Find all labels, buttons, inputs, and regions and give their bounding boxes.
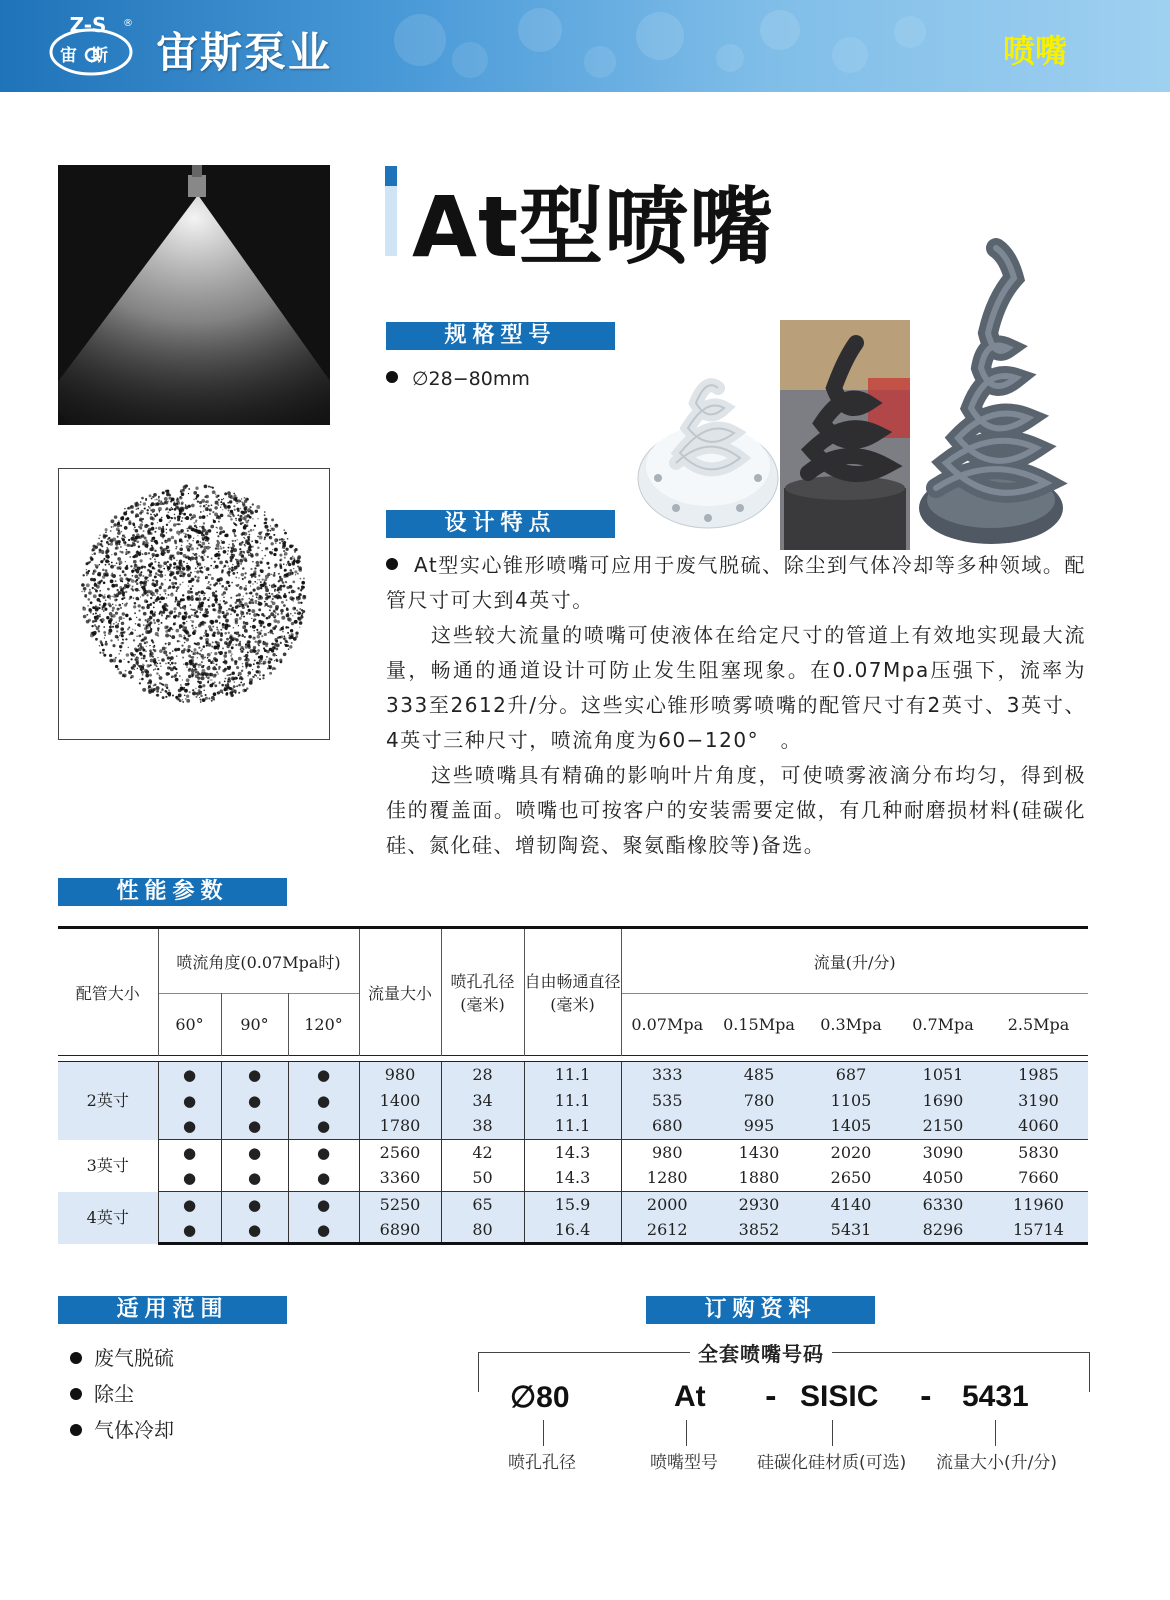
ceramic-nozzle-icon [638, 385, 778, 528]
bullet-icon [70, 1352, 82, 1364]
col-free-passage: 自由畅通直径(毫米) [524, 928, 621, 1056]
free-passage-cell: 11.1 [524, 1062, 621, 1088]
flow-rate-cell: 3190 [989, 1088, 1088, 1114]
flow-rate-cell: 3090 [922, 1142, 964, 1162]
free-passage-cell: 14.3 [524, 1166, 621, 1192]
angle-mark-cell: ● [221, 1166, 288, 1192]
application-label: 气体冷却 [94, 1418, 174, 1442]
orifice-cell: 38 [441, 1114, 524, 1140]
flow-rate-cell: 333 [621, 1062, 713, 1088]
logo-top-text: Z-S [69, 13, 107, 37]
code-label-orifice: 喷孔孔径 [508, 1453, 576, 1473]
angle-mark-cell: ● [288, 1140, 359, 1166]
code-tick [832, 1420, 833, 1446]
applications-list [70, 1340, 174, 1448]
table-row [58, 1114, 1088, 1140]
col-orifice: 喷孔孔径(毫米) [441, 928, 524, 1056]
flow-size-cell: 2560 [359, 1140, 441, 1166]
flow-rate-cell: 2000 [621, 1192, 713, 1218]
col-spray-angle: 喷流角度(0.07Mpa时) [158, 928, 359, 994]
grey-spiral-nozzle-icon [919, 248, 1063, 544]
table-row [58, 1192, 1088, 1218]
page-header [0, 0, 1170, 92]
design-paragraph-2: 这些较大流量的喷嘴可使液体在给定尺寸的管道上有效地实现最大流量，畅通的通道设计可防止发生阻塞现象。在0.07Mpa压强下，流率为333至2612升/分。这些实心锥形喷雾喷嘴的配管尺寸有2英寸、3英寸、4英寸三种尺寸，喷流角度为60−120° 。 [386, 623, 1086, 752]
angle-mark-cell: ● [288, 1062, 359, 1088]
performance-table-body [58, 1062, 1088, 1244]
flow-rate-cell: 15714 [989, 1218, 1088, 1244]
flow-rate-cell: 4140 [805, 1192, 897, 1218]
orifice-cell: 28 [441, 1062, 524, 1088]
flow-rate-cell: 1405 [805, 1114, 897, 1140]
angle-mark-cell: ● [288, 1166, 359, 1192]
col-pressure-3: 0.3Mpa [805, 994, 897, 1056]
col-angle-120: 120° [288, 994, 359, 1056]
flow-rate-cell: 11960 [989, 1192, 1088, 1218]
bullet-icon [70, 1388, 82, 1400]
angle-mark-cell: ● [158, 1192, 221, 1218]
company-logo [48, 12, 134, 76]
free-passage-cell: 15.9 [524, 1192, 621, 1218]
flow-size-cell: 980 [359, 1062, 441, 1088]
angle-mark-cell: ● [221, 1114, 288, 1140]
code-label-flow: 流量大小(升/分) [936, 1453, 1057, 1473]
title-accent-bar [385, 166, 397, 256]
flow-rate-cell: 1690 [897, 1088, 989, 1114]
flow-rate-cell: 535 [621, 1088, 713, 1114]
header-category: 喷嘴 [1003, 32, 1068, 70]
orifice-cell: 42 [441, 1140, 524, 1166]
flow-rate-cell: 2650 [805, 1166, 897, 1192]
angle-mark-cell: ● [158, 1218, 221, 1244]
free-passage-cell: 11.1 [524, 1114, 621, 1140]
spray-pattern-image [58, 468, 330, 740]
flow-size-cell: 6890 [359, 1218, 441, 1244]
angle-mark-cell: ● [288, 1218, 359, 1244]
col-flow-rate: 流量(升/分) [621, 928, 1088, 994]
col-angle-90: 90° [221, 994, 288, 1056]
angle-mark-cell: ● [221, 1192, 288, 1218]
free-passage-cell: 11.1 [524, 1088, 621, 1114]
flow-rate-cell: 1880 [713, 1166, 805, 1192]
performance-heading: 性能参数 [58, 878, 287, 906]
flow-size-cell: 1400 [359, 1088, 441, 1114]
flow-rate-cell: 8296 [897, 1218, 989, 1244]
flow-rate-cell: 780 [713, 1088, 805, 1114]
angle-mark-cell: ● [158, 1062, 221, 1088]
angle-mark-cell: ● [158, 1140, 221, 1166]
flow-rate-cell: 4060 [989, 1114, 1088, 1140]
flow-rate-cell: 2612 [621, 1218, 713, 1244]
code-tick [543, 1420, 544, 1446]
angle-mark-cell: ● [288, 1192, 359, 1218]
table-row [58, 1062, 1088, 1088]
table-row [58, 1088, 1088, 1114]
flow-rate-cell: 6330 [897, 1192, 989, 1218]
flow-rate-cell: 2930 [713, 1192, 805, 1218]
col-pipe-size: 配管大小 [58, 928, 158, 1056]
angle-mark-cell: ● [221, 1062, 288, 1088]
col-pressure-2: 0.15Mpa [713, 994, 805, 1056]
col-pressure-4: 0.7Mpa [897, 994, 989, 1056]
code-material: SISIC [800, 1380, 879, 1413]
angle-mark-cell: ● [288, 1088, 359, 1114]
flow-rate-cell: 485 [713, 1062, 805, 1088]
flow-rate-cell: 1280 [621, 1166, 713, 1192]
flow-rate-cell: 1430 [738, 1142, 780, 1162]
list-item [70, 1412, 174, 1448]
flow-rate-cell: 7660 [989, 1166, 1088, 1192]
orifice-cell: 50 [441, 1166, 524, 1192]
flow-rate-cell: 1985 [989, 1062, 1088, 1088]
code-model: At [674, 1380, 706, 1413]
flow-rate-cell: 2020 [830, 1142, 872, 1162]
angle-mark-cell: ● [221, 1088, 288, 1114]
logo-registered-mark: ® [123, 18, 133, 29]
flow-size-cell: 1780 [359, 1114, 441, 1140]
angle-mark-cell: ● [158, 1166, 221, 1192]
flow-rate-cell: 687 [805, 1062, 897, 1088]
flow-rate-cell: 680 [621, 1114, 713, 1140]
order-code-title: 全套喷嘴号码 [690, 1338, 832, 1367]
code-dash-2: - [920, 1380, 932, 1413]
table-row [58, 1166, 1088, 1192]
design-paragraph-1 [386, 548, 1086, 618]
spec-heading: 规格型号 [386, 322, 615, 350]
logo-bottom-text: 宙斯 [60, 46, 122, 66]
silicon-carbide-nozzle-photo [780, 320, 910, 550]
list-item [70, 1376, 174, 1412]
flow-rate-cell: 3852 [713, 1218, 805, 1244]
code-flow: 5431 [962, 1380, 1029, 1413]
flow-size-cell: 3360 [359, 1166, 441, 1192]
performance-table [58, 926, 1088, 1245]
design-text [386, 548, 1086, 863]
col-pressure-1: 0.07Mpa [621, 994, 713, 1056]
angle-mark-cell: ● [158, 1114, 221, 1140]
table-row [58, 1218, 1088, 1244]
list-item [70, 1340, 174, 1376]
flow-rate-cell: 995 [713, 1114, 805, 1140]
table-row [58, 1140, 1088, 1166]
code-orifice: ∅80 [510, 1381, 570, 1414]
angle-mark-cell: ● [158, 1088, 221, 1114]
angle-mark-cell: ● [221, 1140, 288, 1166]
flow-rate-cell: 2150 [897, 1114, 989, 1140]
orifice-cell: 65 [441, 1192, 524, 1218]
pipe-size-cell: 3英寸 [58, 1140, 158, 1192]
flow-rate-cell: 4050 [897, 1166, 989, 1192]
pipe-size-cell: 2英寸 [58, 1062, 158, 1140]
spray-photo [58, 165, 330, 425]
angle-mark-cell: ● [288, 1114, 359, 1140]
col-flow-size: 流量大小 [359, 928, 441, 1056]
flow-rate-cell: 1051 [897, 1062, 989, 1088]
orifice-cell: 34 [441, 1088, 524, 1114]
design-p1-text: At型实心锥形喷嘴可应用于废气脱硫、除尘到气体冷却等多种领域。配管尺寸可大到4英寸。 [386, 553, 1086, 612]
angle-mark-cell: ● [221, 1218, 288, 1244]
spec-item [386, 368, 530, 390]
application-label: 除尘 [94, 1382, 134, 1406]
bullet-icon [70, 1424, 82, 1436]
spec-value: ∅28−80mm [412, 368, 530, 390]
design-paragraph-3: 这些喷嘴具有精确的影响叶片角度，可使喷雾液滴分布均匀，得到极佳的覆盖面。喷嘴也可按客户的安装需要定做，有几种耐磨损材料(硅碳化硅、氮化硅、增韧陶瓷、聚氨酯橡胶等)备选。 [386, 763, 1086, 857]
free-passage-cell: 14.3 [524, 1140, 621, 1166]
nozzle-photos [636, 238, 1096, 550]
col-pressure-5: 2.5Mpa [989, 994, 1088, 1056]
flow-rate-cell: 5431 [805, 1218, 897, 1244]
pipe-size-cell: 4英寸 [58, 1192, 158, 1244]
brand-name: 宙斯泵业 [156, 28, 333, 77]
bullet-icon [386, 371, 398, 383]
code-tick [995, 1420, 996, 1446]
applications-heading: 适用范围 [58, 1296, 287, 1324]
code-label-model: 喷嘴型号 [650, 1453, 718, 1473]
code-dash-1: - [765, 1380, 777, 1413]
flow-size-cell: 5250 [359, 1192, 441, 1218]
code-label-material: 硅碳化硅材质(可选) [757, 1453, 907, 1473]
flow-rate-cell: 5830 [1018, 1142, 1059, 1162]
code-tick [686, 1420, 687, 1446]
flow-rate-cell: 1105 [805, 1088, 897, 1114]
orifice-cell: 80 [441, 1218, 524, 1244]
col-angle-60: 60° [158, 994, 221, 1056]
flow-rate-cell: 980 [651, 1142, 683, 1162]
design-heading: 设计特点 [386, 510, 615, 538]
page-title: At型喷嘴 [412, 178, 775, 276]
bullet-icon [386, 558, 398, 570]
free-passage-cell: 16.4 [524, 1218, 621, 1244]
order-heading: 订购资料 [646, 1296, 875, 1324]
application-label: 废气脱硫 [94, 1346, 174, 1370]
